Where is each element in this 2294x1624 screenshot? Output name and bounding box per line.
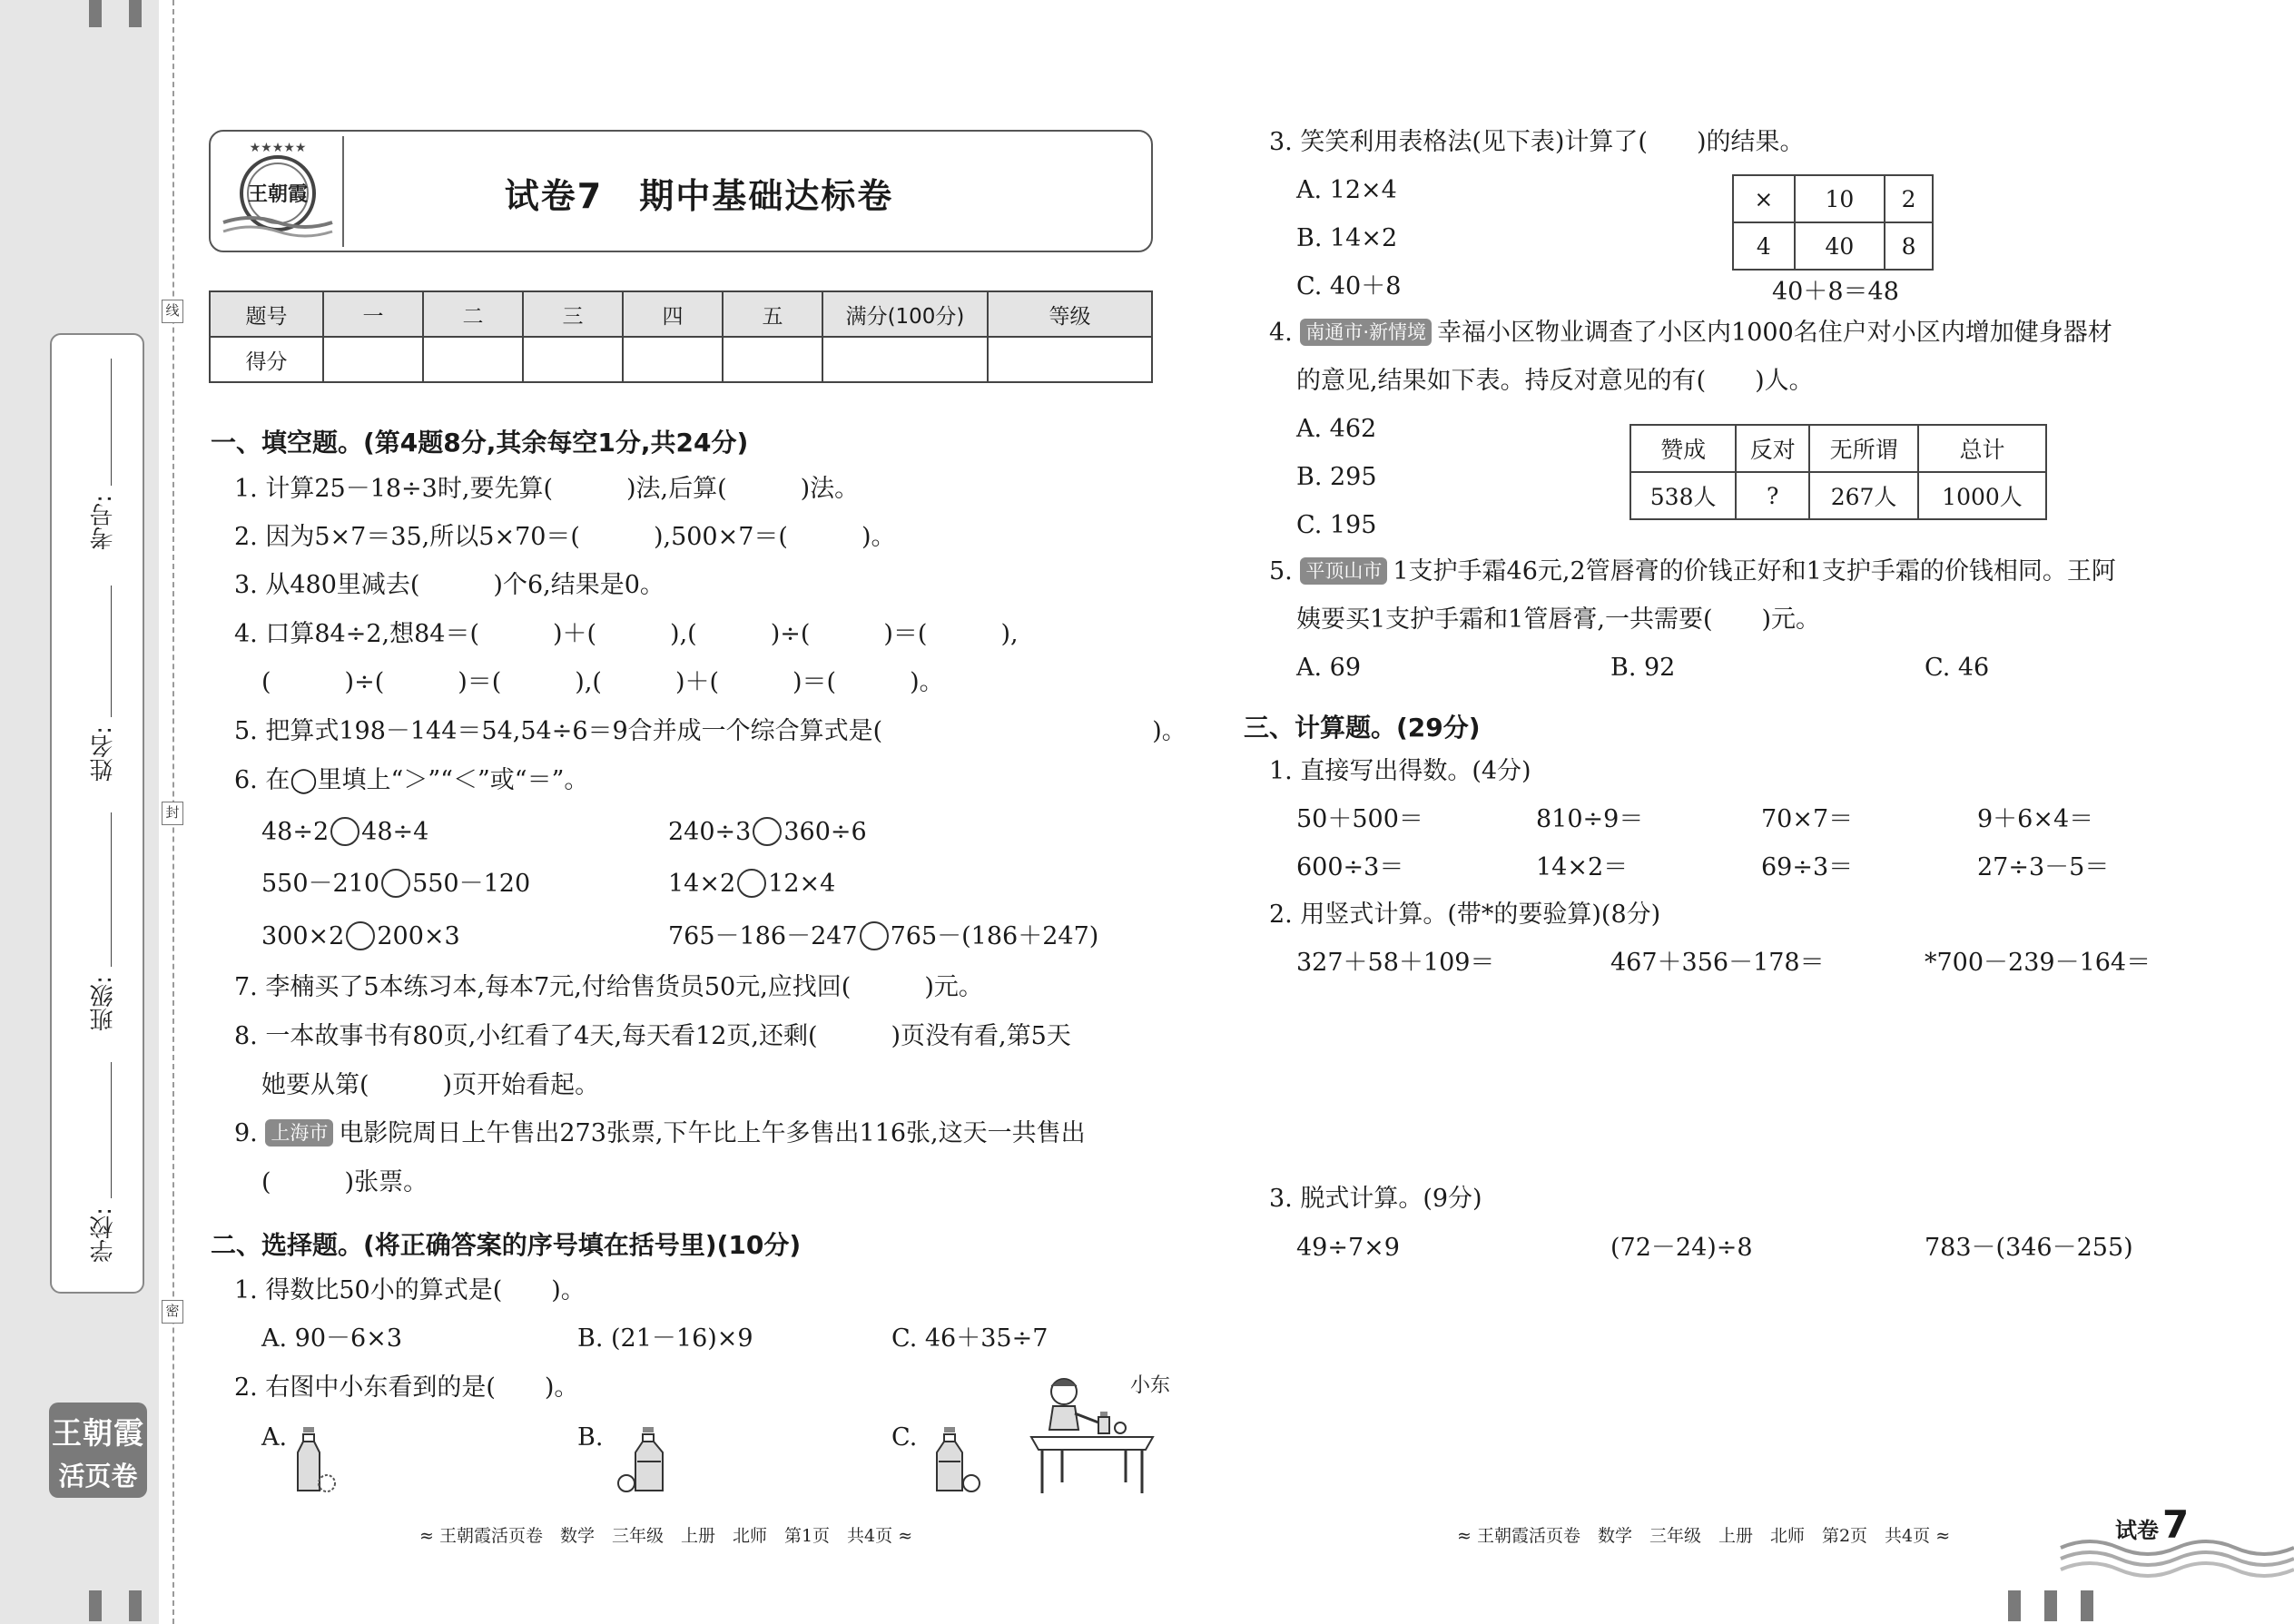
title-box (209, 130, 1153, 252)
stepwise-item: (72－24)÷8 (1610, 1234, 1753, 1262)
score-cell[interactable] (988, 337, 1152, 382)
school-field[interactable] (111, 1062, 112, 1198)
choice-4-line1: 4. 南通市·新情境 幸福小区物业调查了小区内1000名住户对小区内增加健身器材 (1269, 319, 2112, 347)
question-3: 3. 从480里减去( )个6,结果是0。 (234, 571, 665, 599)
name-label: 姓名: (90, 726, 117, 782)
question-9-line2: ( )张票。 (261, 1168, 428, 1196)
score-cell[interactable] (623, 337, 723, 382)
bottle-view-a (289, 1425, 343, 1498)
score-header-cell: 满分(100分) (822, 291, 988, 337)
oral-item: 810÷9＝ (1536, 805, 1644, 833)
svg-text:王朝霞: 王朝霞 (247, 182, 309, 206)
bottle-view-c (917, 1425, 989, 1498)
question-4-line2: ( )÷( )＝( ),( )＋( )＝( )。 (261, 668, 944, 696)
page-title: 试卷7 期中基础达标卷 (504, 176, 894, 216)
score-header-cell: 一 (323, 291, 423, 337)
compare-circle[interactable] (860, 921, 889, 950)
survey-table (1629, 424, 2047, 520)
choice-2: 2. 右图中小东看到的是( )。 (234, 1373, 579, 1402)
question-2: 2. 因为5×7＝35,所以5×70＝( ),500×7＝( )。 (234, 523, 896, 551)
survey-cell: ? (1736, 472, 1809, 519)
class-label: 班级: (90, 976, 117, 1031)
binding-mark (2081, 1590, 2093, 1621)
stepwise-item: 49÷7×9 (1296, 1234, 1400, 1262)
binding-mark (129, 1590, 142, 1621)
question-6: 6. 在◯里填上“＞”“＜”或“＝”。 (234, 766, 589, 794)
choice-1: 1. 得数比50小的算式是( )。 (234, 1276, 586, 1304)
compare-item: 14×2 12×4 (668, 870, 836, 898)
oral-item: 70×7＝ (1761, 805, 1854, 833)
oral-item: 9＋6×4＝ (1977, 805, 2094, 833)
boy-at-table-illustration (1026, 1366, 1171, 1498)
survey-cell: 267人 (1809, 472, 1918, 519)
score-header-cell: 等级 (988, 291, 1152, 337)
footer-page2: ≈ 王朝霞活页卷 数学 三年级 上册 北师 第2页 共4页 ≈ (1457, 1526, 1951, 1546)
compare-item: 240÷3 360÷6 (668, 818, 867, 846)
exam-number-field[interactable] (111, 359, 112, 486)
student-info-box (50, 333, 144, 1294)
grid-cell: 8 (1885, 222, 1933, 270)
compare-item: 550－210 550－120 (261, 870, 531, 898)
school-label: 学校: (90, 1207, 117, 1263)
stepwise-item: 783－(346－255) (1925, 1234, 2133, 1262)
question-5: 5. 把算式198－144＝54,54÷6＝9合并成一个综合算式是( )。 (234, 717, 1186, 745)
compare-item: 48÷2 48÷4 (261, 818, 429, 846)
choice-4-option-a[interactable]: A. 462 (1296, 415, 1377, 443)
grid-cell: 4 (1733, 222, 1795, 270)
grid-cell: × (1733, 175, 1795, 222)
paper-number-badge: 试卷7 (2115, 1502, 2190, 1547)
score-header-cell: 三 (523, 291, 623, 337)
class-field[interactable] (111, 812, 112, 967)
score-header-cell: 二 (423, 291, 523, 337)
oral-item: 50＋500＝ (1296, 805, 1423, 833)
binding-mark (129, 0, 142, 27)
choice-5-line1: 5. 平顶山市 1支护手霜46元,2管唇膏的价钱正好和1支护手霜的价钱相同。王阿 (1269, 557, 2116, 586)
vertical-item: 327＋58＋109＝ (1296, 949, 1495, 977)
section-fill-blank: 一、填空题。(第4题8分,其余每空1分,共24分) (211, 428, 749, 458)
compare-circle[interactable] (330, 817, 359, 846)
exam-number-label: 考号: (90, 495, 117, 550)
region-tag: 南通市·新情境 (1300, 319, 1432, 346)
score-header-cell: 四 (623, 291, 723, 337)
question-8-line1: 8. 一本故事书有80页,小红看了4天,每天看12页,还剩( )页没有看,第5天 (234, 1022, 1071, 1050)
choice-1-option-a[interactable]: A. 90－6×3 (261, 1324, 402, 1353)
oral-item: 27÷3－5＝ (1977, 853, 2110, 881)
name-field[interactable] (111, 586, 112, 717)
grid-cell: 10 (1795, 175, 1885, 222)
brand-name: 王朝霞 (52, 1415, 144, 1451)
region-tag: 上海市 (265, 1119, 333, 1147)
question-8-line2: 她要从第( )页开始看起。 (261, 1071, 600, 1099)
choice-3-option-a[interactable]: A. 12×4 (1296, 176, 1397, 204)
binding-mark (2008, 1590, 2021, 1621)
grid-cell: 40 (1795, 222, 1885, 270)
binding-mark (89, 1590, 102, 1621)
choice-3-option-c[interactable]: C. 40＋8 (1296, 272, 1402, 300)
choice-5-option-b[interactable]: B. 92 (1610, 654, 1676, 682)
svg-text:小东: 小东 (1130, 1374, 1171, 1397)
section-calculation: 三、计算题。(29分) (1244, 713, 1481, 743)
score-header-cell: 五 (723, 291, 822, 337)
footer-page1: ≈ 王朝霞活页卷 数学 三年级 上册 北师 第1页 共4页 ≈ (419, 1526, 913, 1546)
binding-mark (2044, 1590, 2057, 1621)
question-9-line1: 9. 上海市 电影院周日上午售出273张票,下午比上午多售出116张,这天一共售出 (234, 1119, 1086, 1147)
choice-5-option-c[interactable]: C. 46 (1925, 654, 1990, 682)
score-cell[interactable] (423, 337, 523, 382)
choice-5-option-a[interactable]: A. 69 (1296, 654, 1362, 682)
compare-circle[interactable] (346, 921, 375, 950)
oral-item: 69÷3＝ (1761, 853, 1854, 881)
score-cell[interactable] (723, 337, 822, 382)
question-7: 7. 李楠买了5本练习本,每本7元,付给售货员50元,应找回( )元。 (234, 973, 983, 1001)
cut-char-feng: 封 (162, 802, 183, 825)
score-row-label: 得分 (210, 337, 323, 382)
choice-2-option-c[interactable]: C. (891, 1423, 918, 1452)
choice-2-option-b[interactable]: B. (577, 1423, 604, 1452)
choice-1-option-b[interactable]: B. (21－16)×9 (577, 1324, 753, 1353)
compare-item: 300×2 200×3 (261, 922, 460, 950)
section-choice: 二、选择题。(将正确答案的序号填在括号里)(10分) (211, 1230, 802, 1260)
brand-logo-box (49, 1403, 147, 1498)
vertical-item: 467＋356－178＝ (1610, 949, 1825, 977)
choice-1-option-c[interactable]: C. 46＋35÷7 (891, 1324, 1049, 1353)
compare-item: 765－186－247 765－(186＋247) (668, 922, 1099, 950)
choice-3: 3. 笑笑利用表格法(见下表)计算了( )的结果。 (1269, 128, 1805, 156)
svg-text:★★★★★: ★★★★★ (249, 141, 307, 155)
grid-cell: 2 (1885, 175, 1933, 222)
brand-subtitle: 活页卷 (58, 1461, 138, 1491)
bottle-view-b (610, 1425, 683, 1498)
calc-2: 2. 用竖式计算。(带*的要验算)(8分) (1269, 901, 1661, 929)
survey-cell: 无所谓 (1809, 425, 1918, 472)
score-table (209, 290, 1153, 383)
cut-char-mi: 密 (162, 1300, 183, 1324)
choice-4-option-c[interactable]: C. 195 (1296, 511, 1377, 539)
cut-char-xian: 线 (162, 300, 183, 323)
oral-item: 600÷3＝ (1296, 853, 1404, 881)
survey-cell: 538人 (1630, 472, 1736, 519)
question-4-line1: 4. 口算84÷2,想84＝( )＋( ),( )÷( )＝( ), (234, 620, 1019, 648)
calc-3: 3. 脱式计算。(9分) (1269, 1185, 1482, 1213)
choice-4-line2: 的意见,结果如下表。持反对意见的有( )人。 (1296, 367, 1814, 395)
binding-mark (89, 0, 102, 27)
choice-2-option-a[interactable]: A. (261, 1423, 288, 1452)
oral-item: 14×2＝ (1536, 853, 1629, 881)
grid-sum: 40＋8＝48 (1772, 278, 1899, 306)
compare-circle[interactable] (753, 817, 782, 846)
question-1: 1. 计算25－18÷3时,要先算( )法,后算( )法。 (234, 475, 860, 503)
survey-cell: 1000人 (1918, 472, 2046, 519)
score-cell[interactable] (523, 337, 623, 382)
choice-5-line2: 姨要买1支护手霜和1管唇膏,一共需要( )元。 (1296, 605, 1821, 634)
vertical-item: *700－239－164＝ (1925, 949, 2151, 977)
choice-3-option-b[interactable]: B. 14×2 (1296, 224, 1398, 252)
score-header-cell: 题号 (210, 291, 323, 337)
score-cell[interactable] (822, 337, 988, 382)
survey-cell: 赞成 (1630, 425, 1736, 472)
compare-circle[interactable] (381, 869, 410, 898)
score-cell[interactable] (323, 337, 423, 382)
region-tag: 平顶山市 (1300, 557, 1387, 585)
compare-circle[interactable] (737, 869, 766, 898)
choice-4-option-b[interactable]: B. 295 (1296, 463, 1377, 491)
calc-1: 1. 直接写出得数。(4分) (1269, 757, 1531, 785)
survey-cell: 总计 (1918, 425, 2046, 472)
survey-cell: 反对 (1736, 425, 1809, 472)
multiplication-grid (1732, 174, 1934, 271)
